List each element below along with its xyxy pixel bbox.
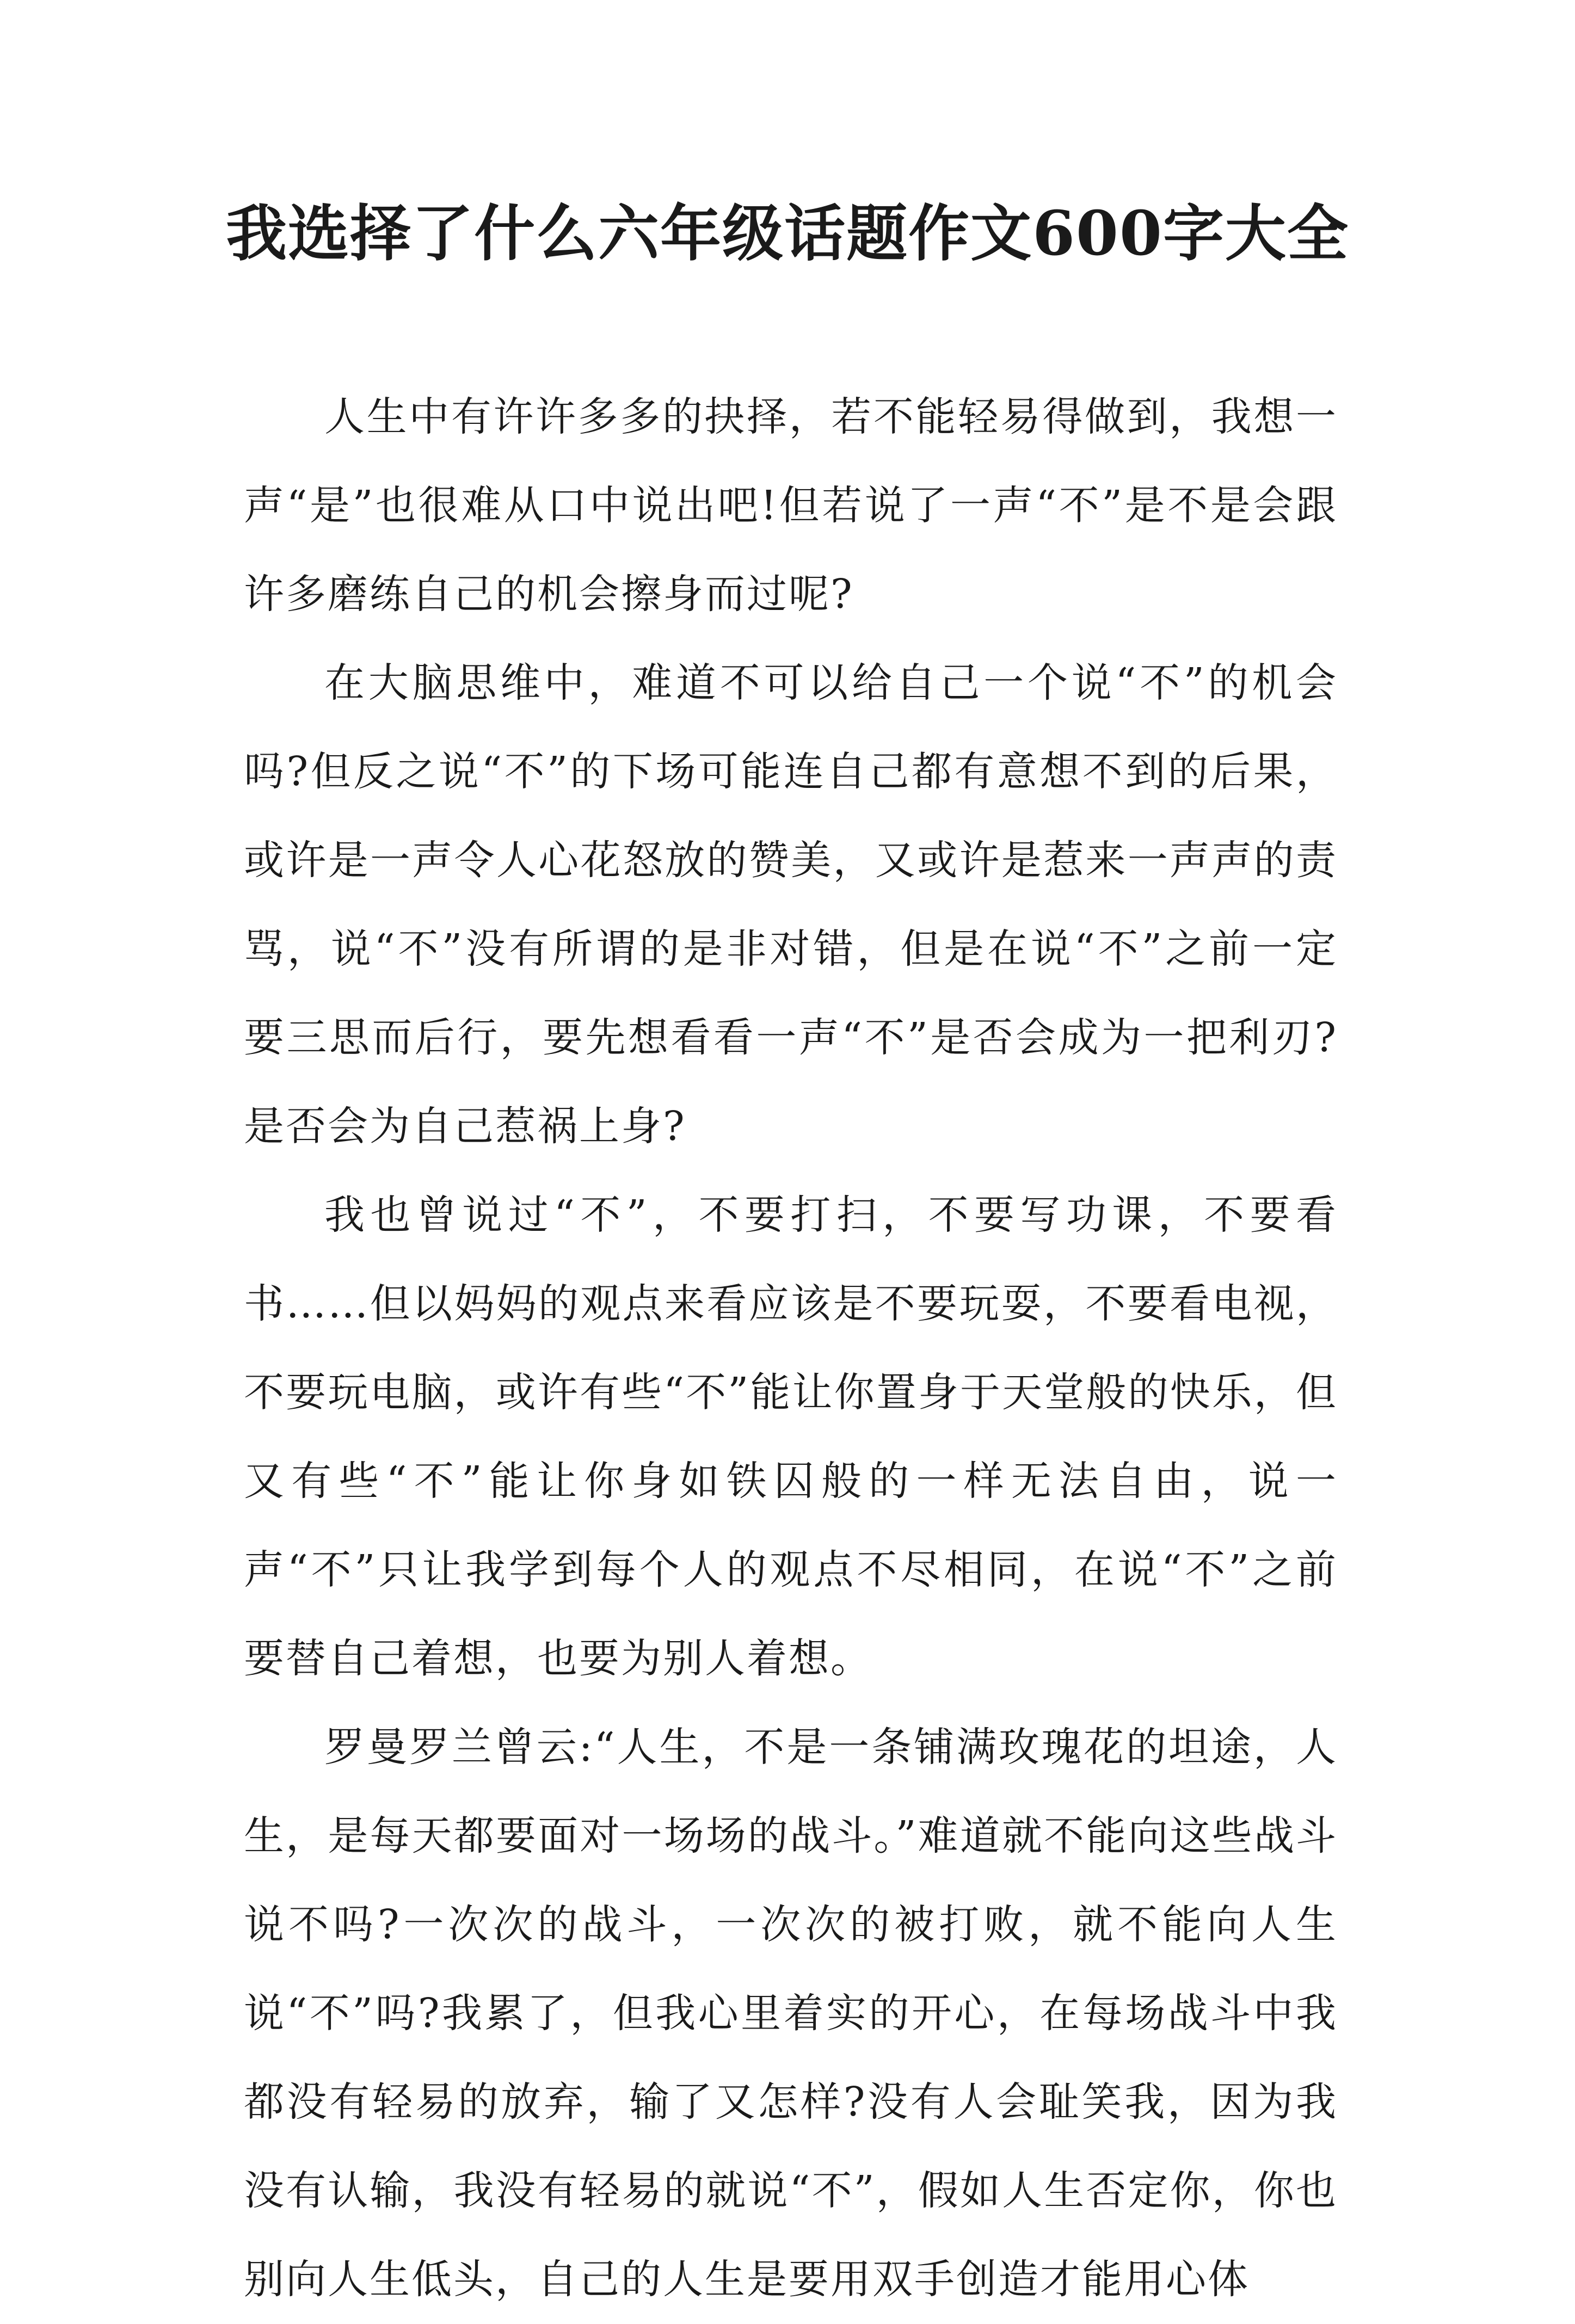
- document-title: 我选择了什么六年级话题作文600字大全: [226, 198, 1349, 269]
- paragraph-1: 人生中有许许多多的抉择，若不能轻易得做到，我想一声“是”也很难从口中说出吧!但若说了一声“不”是不是会跟许多磨练自己的机会擦身而过呢?: [244, 393, 1338, 618]
- paragraph-2: 在大脑思维中，难道不可以给自己一个说“不”的机会吗?但反之说“不”的下场可能连自己都有意想不到的后果，或许是一声令人心花怒放的赞美，又或许是惹来一声声的责骂，说“不”没有所谓的是非对错，但是在说“不”之前一定要三思而后行，要先想看看一声“不”是否会成为一把利刃?是否会为自己惹祸上身?: [244, 659, 1338, 1150]
- paragraph-3: 我也曾说过“不”，不要打扫，不要写功课，不要看书……但以妈妈的观点来看应该是不要玩耍，不要看电视，不要玩电脑，或许有些“不”能让你置身于天堂般的快乐，但又有些“不”能让你身如铁囚般的一样无法自由，说一声“不”只让我学到每个人的观点不尽相同，在说“不”之前要替自己着想，也要为别人着想。: [244, 1192, 1338, 1682]
- paragraph-4: 罗曼罗兰曾云:“人生，不是一条铺满玫瑰花的坦途，人生，是每天都要面对一场场的战斗。”难道就不能向这些战斗说不吗?一次次的战斗，一次次的被打败，就不能向人生说“不”吗?我累了，但我心里着实的开心，在每场战斗中我都没有轻易的放弃，输了又怎样?没有人会耻笑我，因为我没有认输，我没有轻易的就说“不”，假如人生否定你，你也别向人生低头，自己的人生是要用双手创造才能用心体: [244, 1724, 1338, 2303]
- document-body: [244, 373, 1338, 2324]
